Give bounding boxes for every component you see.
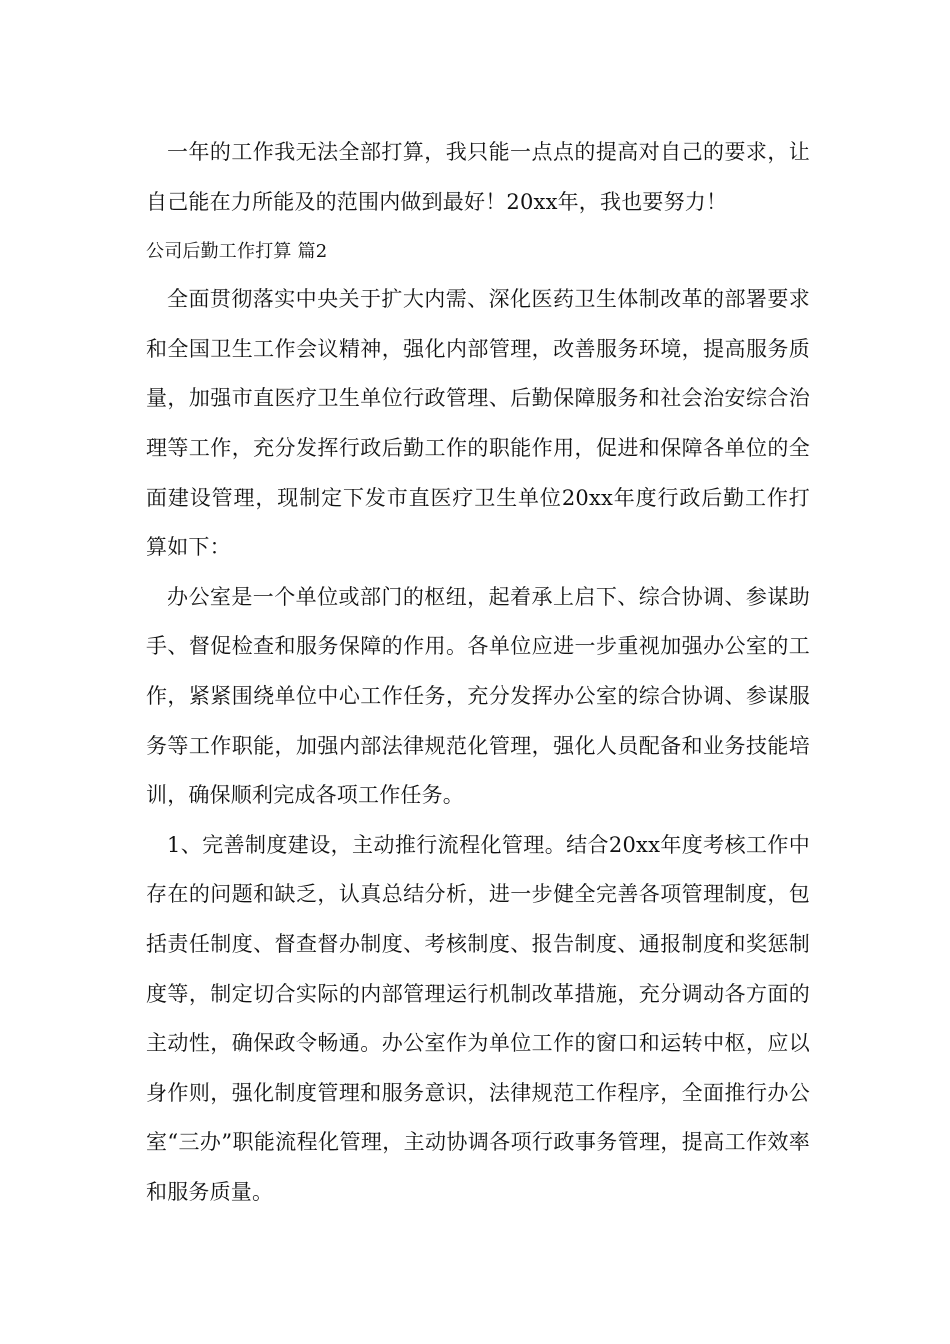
paragraph-item-1: 1、完善制度建设，主动推行流程化管理。结合20xx年度考核工作中存在的问题和缺乏，认真总结分析，进一步健全完善各项管理制度，包括责任制度、督查督办制度、考核制度、报告制度、通报制度和奖惩制度等，制定切合实际的内部管理运行机制改革措施，充分调动各方面的主动性，确保政令畅通。办公室作为单位工作的窗口和运转中枢，应以身作则，强化制度管理和服务意识，法律规范工作程序，全面推行办公室“三办”职能流程化管理，主动协调各项行政事务管理，提高工作效率和服务质量。 xyxy=(146,832,810,1204)
paragraph-overview: 全面贯彻落实中央关于扩大内需、深化医药卫生体制改革的部署要求和全国卫生工作会议精神，强化内部管理，改善服务环境，提高服务质量，加强市直医疗卫生单位行政管理、后勤保障服务和社会治安综合治理等工作，充分发挥行政后勤工作的职能作用，促进和保障各单位的全面建设管理，现制定下发市直医疗卫生单位20xx年度行政后勤工作打算如下： xyxy=(146,287,810,560)
paragraph-office-role: 办公室是一个单位或部门的枢纽，起着承上启下、综合协调、参谋助手、督促检查和服务保障的作用。各单位应进一步重视加强办公室的工作，紧紧围绕单位中心工作任务，充分发挥办公室的综合协调、参谋服务等工作职能，加强内部法律规范化管理，强化人员配备和业务技能培训，确保顺利完成各项工作任务。 xyxy=(146,584,810,808)
paragraph-intro-closing: 一年的工作我无法全部打算，我只能一点点的提高对自己的要求，让自己能在力所能及的范围内做到最好！20xx年，我也要努力！ xyxy=(146,140,810,214)
section-heading: 公司后勤工作打算 篇2 xyxy=(146,241,328,263)
document-body xyxy=(146,128,810,1217)
